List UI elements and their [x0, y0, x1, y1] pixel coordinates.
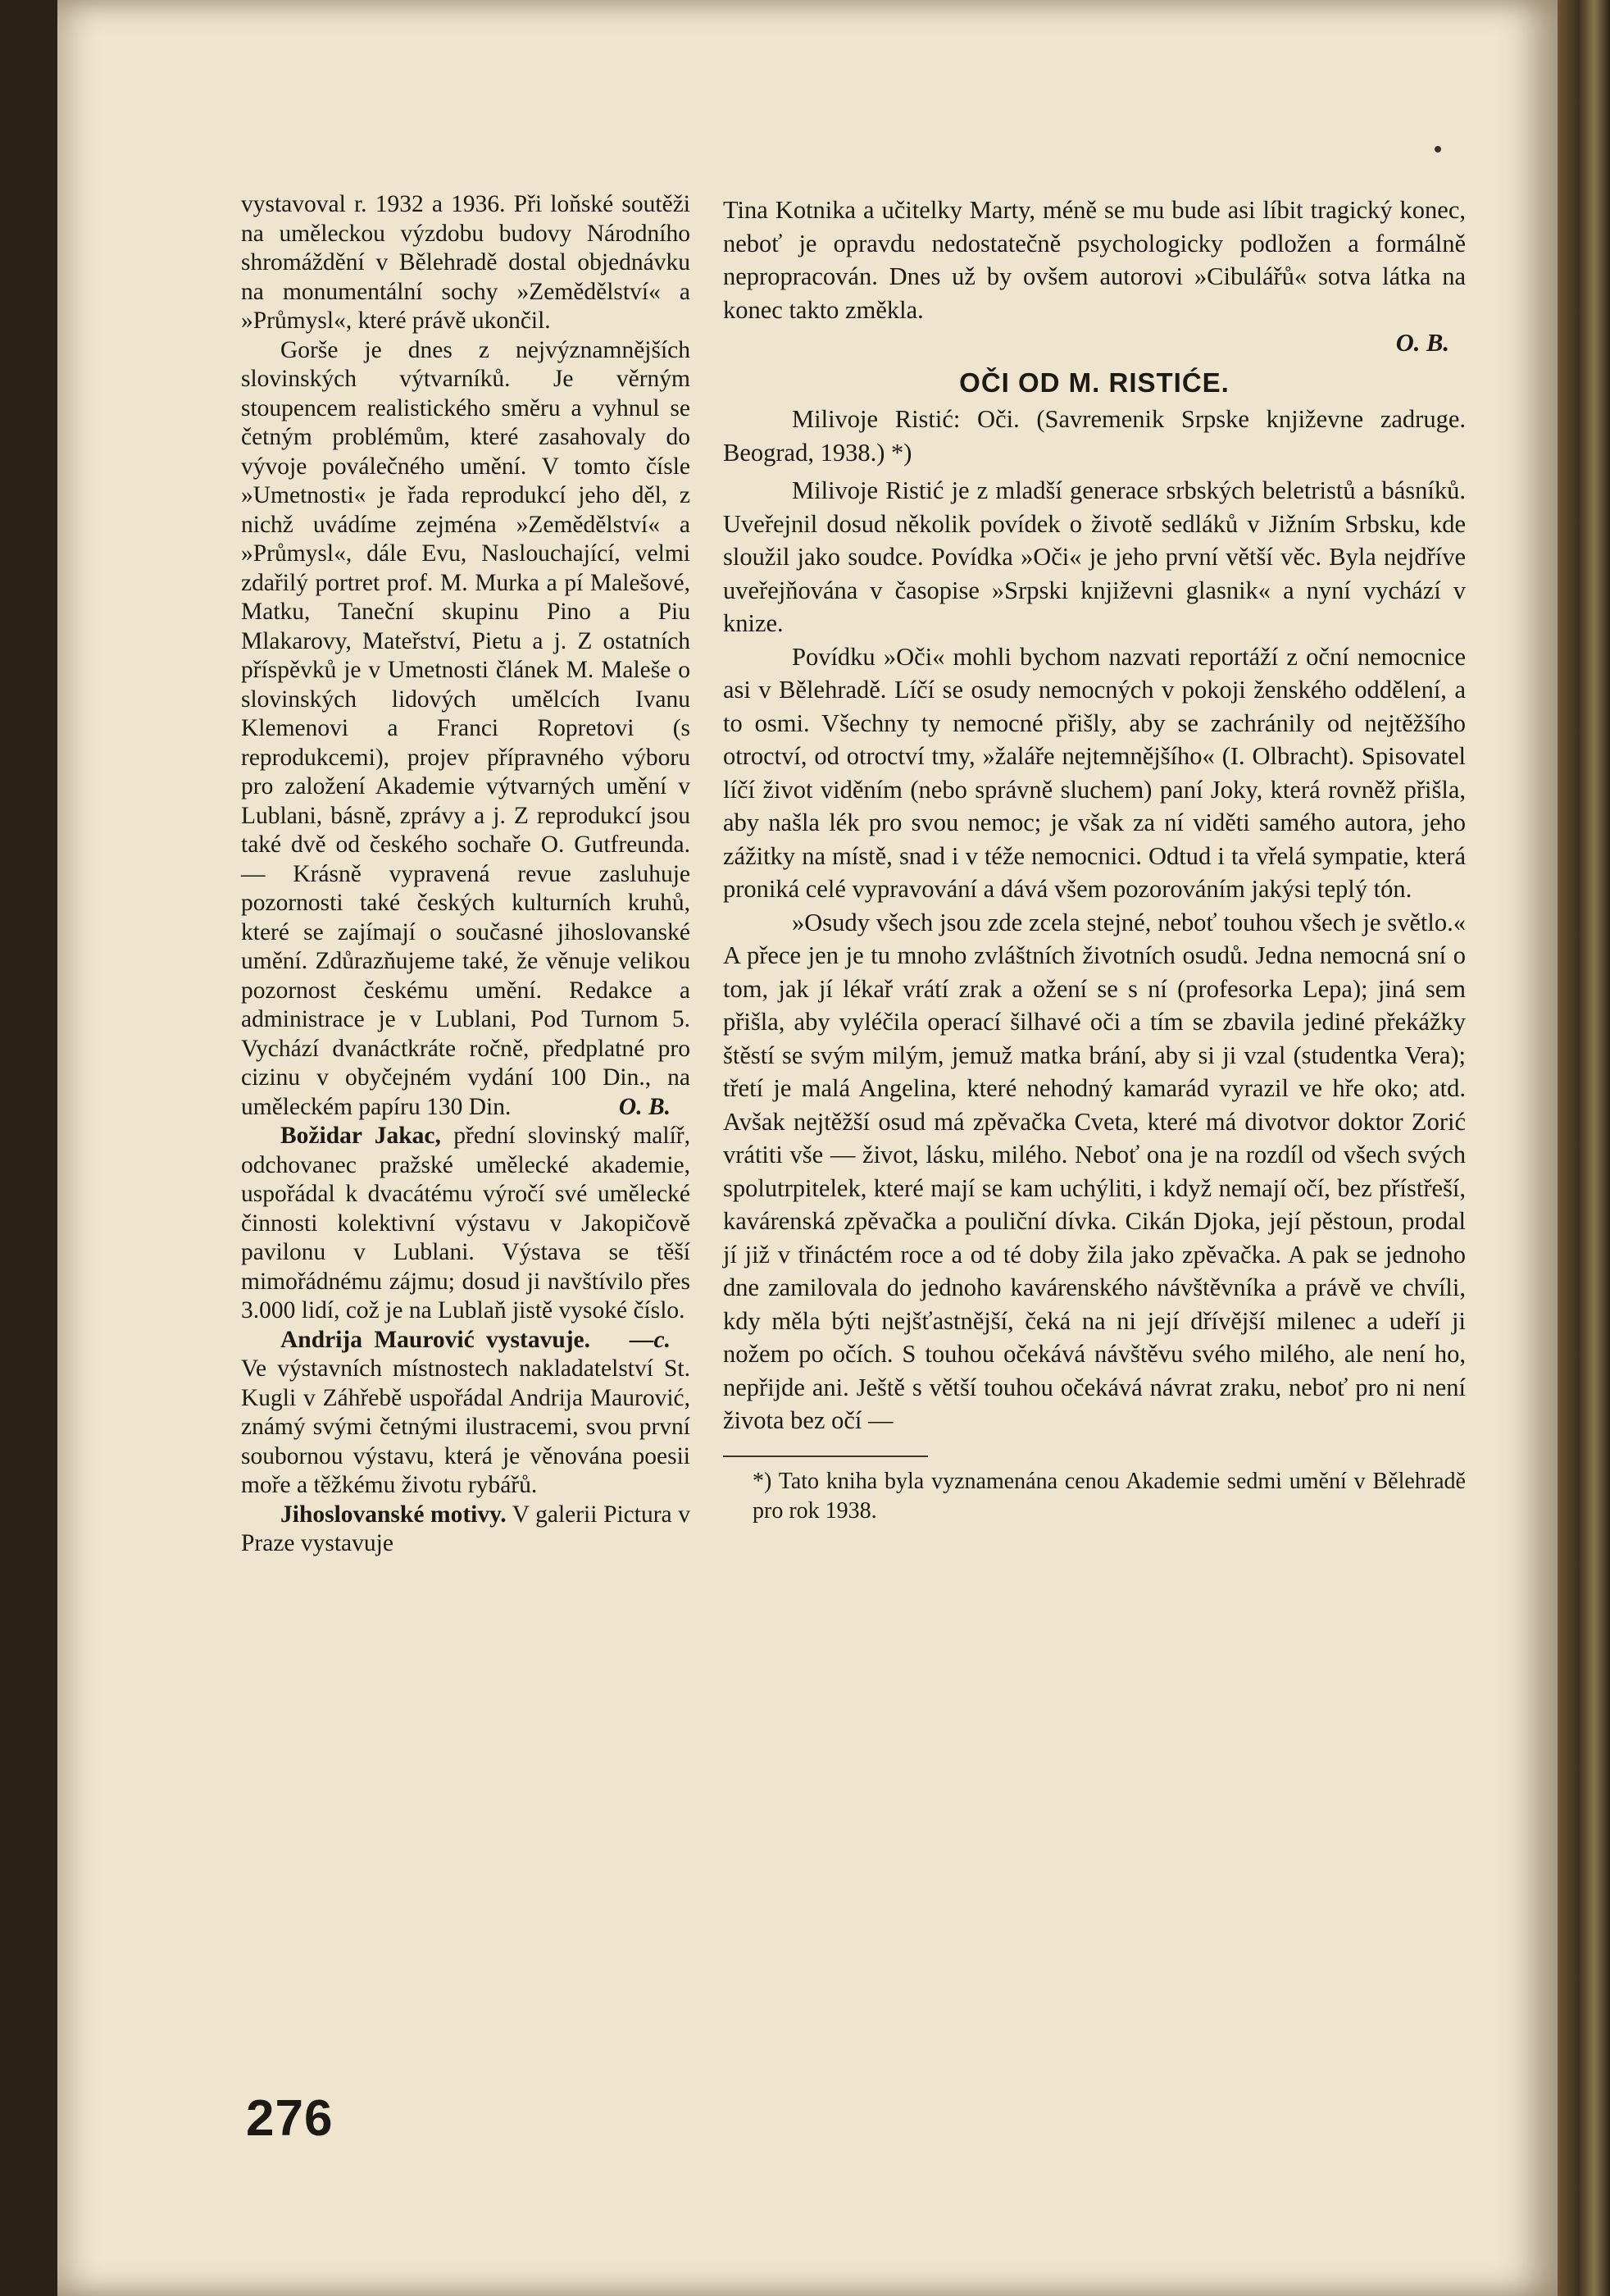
motivy-lead: Jihoslovanské motivy. — [280, 1501, 507, 1528]
left-paragraph-gorse — [241, 336, 690, 1123]
jakac-lead: Božidar Jakac, — [280, 1123, 441, 1149]
right-paragraph-reportaz: Povídku »Oči« mohli bychom nazvati reportáží z oční nemocnice asi v Bělehradě. Líčí se osudy nemocných v pokoji ženského oddělení, a to osmi. Všechny ty nemocné přišly, aby se zachránily od nejtěžšího otroctví, od otroctví tmy, »žaláře nejtemnějšího« (I. Olbracht). Spisovatel líčí život viděním (nebo správně sluchem) paní Joky, která rovněž přišla, aby našla lék pro svou nemoc; je však za ní viděti samého autora, jeho zážitky na místě, snad i v téže nemocnici. Odtud i ta vřelá sympatie, která proniká celé vypravování a dává všem pozorováním jakýsi teplý tón. — [723, 642, 1466, 903]
right-paragraph-osudy: »Osudy všech jsou zde zcela stejné, neboť touhou všech je světlo.« A přece jen je tu mnoho zvláštních životních osudů. Jedna nemocná sní o tom, jak jí lékař vrátí zrak a ožení se s ní (profesorka Lepa); jiná sem přišla, aby vyléčila operací šilhavé oči a tím se zbavila jediné překážky štěstí se svým milým, jemuž matka brání, aby si ji vzal (studentka Vera); třetí je malá Angelina, které nehodný kamarád vyrazil ve hře oko; atd. Avšak nejtěžší osud má zpěvačka Cveta, které má divotvor doktor Zorić vrátiti vše — život, lásku, milého. Neboť ona je na rozdíl od všech svých spolutrpitelek, které mají se kam uchýliti, i když nemají očí, bez přístřeší, kavárenská zpěvačka a pouliční dívka. Cikán Djoka, její pěstoun, prodal jí již v třináctém roce a od té doby žila jako zpěvačka. A pak se jednoho dne zamilovala do jednoho kavárenského návštěvníka a právě ve chvíli, kdy měla býti nejšťastnější, čeká na ni její dřívější milenec a udeří ji nožem po očích. S touhou očekává návštěvu svého milého, ale není ho, nepřijde ani. Ještě s větší touhou očekává návrat zraku, neboť pro ni není života bez očí — — [723, 908, 1466, 1434]
book-spine-edge — [1558, 0, 1610, 2296]
book-citation: Milivoje Ristić: Oči. (Savremenik Srpske književne zadruge. Beograd, 1938.) *) — [723, 405, 1466, 467]
page-number: 276 — [246, 2090, 334, 2147]
left-paragraph-continued: vystavoval r. 1932 a 1936. Při loňské soutěži na uměleckou výzdobu budovy Národního shromáždění v Bělehradě dostal objednávku na monumentální sochy »Zemědělství« a »Průmysl«, které právě ukončil. — [241, 191, 690, 334]
left-column — [241, 190, 690, 1559]
right-paragraph-continued: Tina Kotnika a učitelky Marty, méně se mu bude asi líbit tragický konec, neboť je opravdu nedostatečně psychologicky podložen a formálně nepropracován. Dnes už by ovšem autorovi »Cibulářů« sotva látka na konec takto změkla. — [723, 196, 1466, 324]
maurovic-text: Ve výstavních místnostech nakladatelství St. Kugli v Záhřebě uspořádal Andrija Maurović, známý svými četnými ilustracemi, svou první soubornou výstavu, která je věnována poesii moře a těžkému životu rybářů. — [241, 1355, 690, 1498]
ink-speck — [1435, 146, 1441, 153]
footnote-rule — [723, 1456, 928, 1457]
right-paragraph-intro: Milivoje Ristić je z mladší generace srbských beletristů a básníků. Uveřejnil dosud několik povídek o životě sedláků v Jižním Srbsku, kde sloužil jako soudce. Povídka »Oči« je jeho první větší věc. Byla nejdříve uveřejňována v časopise »Srpski književni glasnik« a nyní vychází v knize. — [723, 476, 1466, 637]
signature-ob-left: O. B. — [618, 1093, 671, 1120]
motivy-text: V galerii Pictura v Praze vystavuje — [241, 1501, 690, 1556]
left-paragraph-gorse-text: Gorše je dnes z nejvýznamnějších slovinských výtvarníků. Je věrným stoupencem realistického směru a vyhnul se četným problémům, které zasahovaly do vývoje poválečného umění. V tomto čísle »Umetnosti« je řada reprodukcí jeho děl, z nichž uvádíme zejména »Zemědělství« a »Průmysl«, dále Evu, Naslouchající, velmi zdařilý portret prof. M. Murka a pí Malešové, Matku, Taneční skupinu Pino a Piu Mlakarovy, Mateřství, Pietu a j. Z ostatních příspěvků je v Umetnosti článek M. Maleše o slovinských lidových umělcích Ivanu Klemenovi a Franci Ropretovi (s reprodukcemi), projev přípravného výboru pro založení Akademie výtvarných umění v Lublani, básně, zprávy a j. Z reprodukcí jsou také dvě od českého sochaře O. Gutfreunda. — Krásně vypravená revue zasluhuje pozornosti také českých kulturních kruhů, které se zajímají o současné jihoslovanské umění. Zdůrazňujeme také, že věnuje velikou pozornost českému umění. Redakce a administrace je v Lublani, Pod Turnom 5. Vychází dvanáctkráte ročně, předplatné pro cizinu v obyčejném vydání 100 Din., na uměleckém papíru 130 Din. — [241, 336, 690, 1120]
jakac-text: přední slovinský malíř, odchovanec pražské umělecké akademie, uspořádal k dvacátému výročí své umělecké činnosti kolektivní výstavu v Jakopičově pavilonu v Lublani. Výstava se těší mimořádnému zájmu; dosud ji navštívilo přes 3.000 lidí, což je na Lublaň jistě vysoké číslo. — [241, 1123, 690, 1323]
footnote: *) Tato kniha byla vyznamenána cenou Akademie sedmi umění v Bělehradě pro rok 1938. — [753, 1468, 1466, 1524]
right-column — [723, 194, 1466, 1526]
signature-c: —c. — [630, 1326, 671, 1353]
maurovic-lead: Andrija Maurović vystavuje. — [280, 1326, 591, 1353]
left-paragraph-motivy — [241, 1501, 690, 1559]
article-heading: OČI OD M. RISTIĆE. — [959, 367, 1230, 398]
signature-ob-right: O. B. — [1395, 329, 1449, 357]
